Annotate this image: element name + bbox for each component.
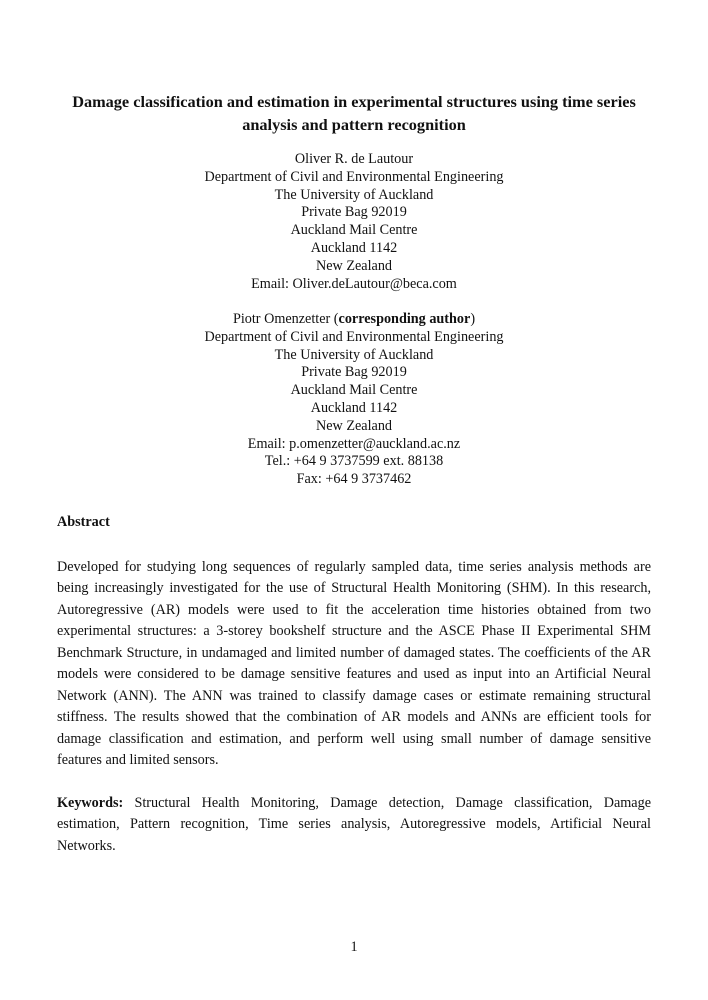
affiliation-line: Department of Civil and Environmental Engineering — [204, 328, 504, 345]
keywords-line: Networks. — [57, 837, 116, 854]
abstract-line: experimental structures: a 3-storey bookshelf structure and the ASCE Phase II Experimental SHM — [57, 623, 651, 640]
author-fax: Fax: +64 9 3737462 — [296, 471, 412, 488]
abstract-line: Network (ANN). The ANN was trained to classify damage cases or estimate remaining structural — [57, 687, 651, 704]
keywords — [57, 793, 651, 857]
author-email: Email: p.omenzetter@auckland.ac.nz — [247, 435, 461, 452]
title-line: analysis and pattern recognition — [242, 115, 466, 134]
paren: ) — [470, 311, 476, 327]
author-name: Piotr Omenzetter — [232, 311, 331, 327]
abstract-line: Benchmark Structure, in undamaged and limited number of damaged states. The coefficients of the AR — [57, 644, 651, 661]
affiliation-line: Auckland Mail Centre — [290, 222, 418, 239]
affiliation-line: Auckland 1142 — [310, 399, 398, 416]
title-line: Damage classification and estimation in experimental structures using time series — [72, 92, 636, 111]
author-block-2 — [60, 311, 648, 489]
affiliation-line: Private Bag 92019 — [301, 364, 407, 381]
abstract-text — [57, 557, 651, 772]
keywords-text: Structural Health Monitoring, Damage detection, Damage classification, Damage — [123, 795, 651, 811]
affiliation-line: The University of Auckland — [274, 346, 434, 363]
affiliation-line: Auckland 1142 — [310, 239, 398, 256]
author-name: Oliver R. de Lautour — [294, 151, 414, 167]
author-name-line — [60, 311, 648, 329]
abstract-line: being increasingly investigated for the use of Structural Health Monitoring (SHM). In this research, — [57, 580, 651, 597]
page-number: 1 — [350, 939, 358, 955]
abstract-line: damage classification and estimation, and perform well using small number of damage sensitive — [57, 730, 651, 747]
abstract-line: models were considered to be damage sensitive features and used as input into an Artificial Neural — [57, 666, 651, 683]
keywords-label: Keywords: — [57, 795, 124, 811]
affiliation-line: Department of Civil and Environmental Engineering — [204, 168, 504, 185]
affiliation-line: Private Bag 92019 — [301, 204, 407, 221]
affiliation-line: New Zealand — [315, 257, 393, 274]
affiliation-line: The University of Auckland — [274, 186, 434, 203]
affiliation-line: New Zealand — [315, 417, 393, 434]
author-email: Email: Oliver.deLautour@beca.com — [251, 275, 457, 292]
paren: ( — [330, 311, 339, 327]
abstract-line: features and limited sensors. — [57, 752, 219, 769]
abstract-line: stiffness. The results showed that the combination of AR models and ANNs are efficient tools for — [57, 709, 651, 726]
affiliation-line: Auckland Mail Centre — [290, 382, 418, 399]
paper-title — [40, 90, 668, 136]
keywords-line: estimation, Pattern recognition, Time series analysis, Autoregressive models, Artificial Neural — [57, 816, 651, 833]
author-block-1 — [60, 151, 648, 293]
keywords-line — [57, 793, 651, 814]
author-phone: Tel.: +64 9 3737599 ext. 88138 — [264, 453, 444, 470]
abstract-line: Autoregressive (AR) models were used to fit the acceleration time histories obtained from two — [57, 601, 651, 618]
abstract-line: Developed for studying long sequences of regularly sampled data, time series analysis methods are — [57, 559, 651, 575]
abstract-heading: Abstract — [57, 514, 110, 530]
author-role: corresponding author — [338, 311, 471, 327]
